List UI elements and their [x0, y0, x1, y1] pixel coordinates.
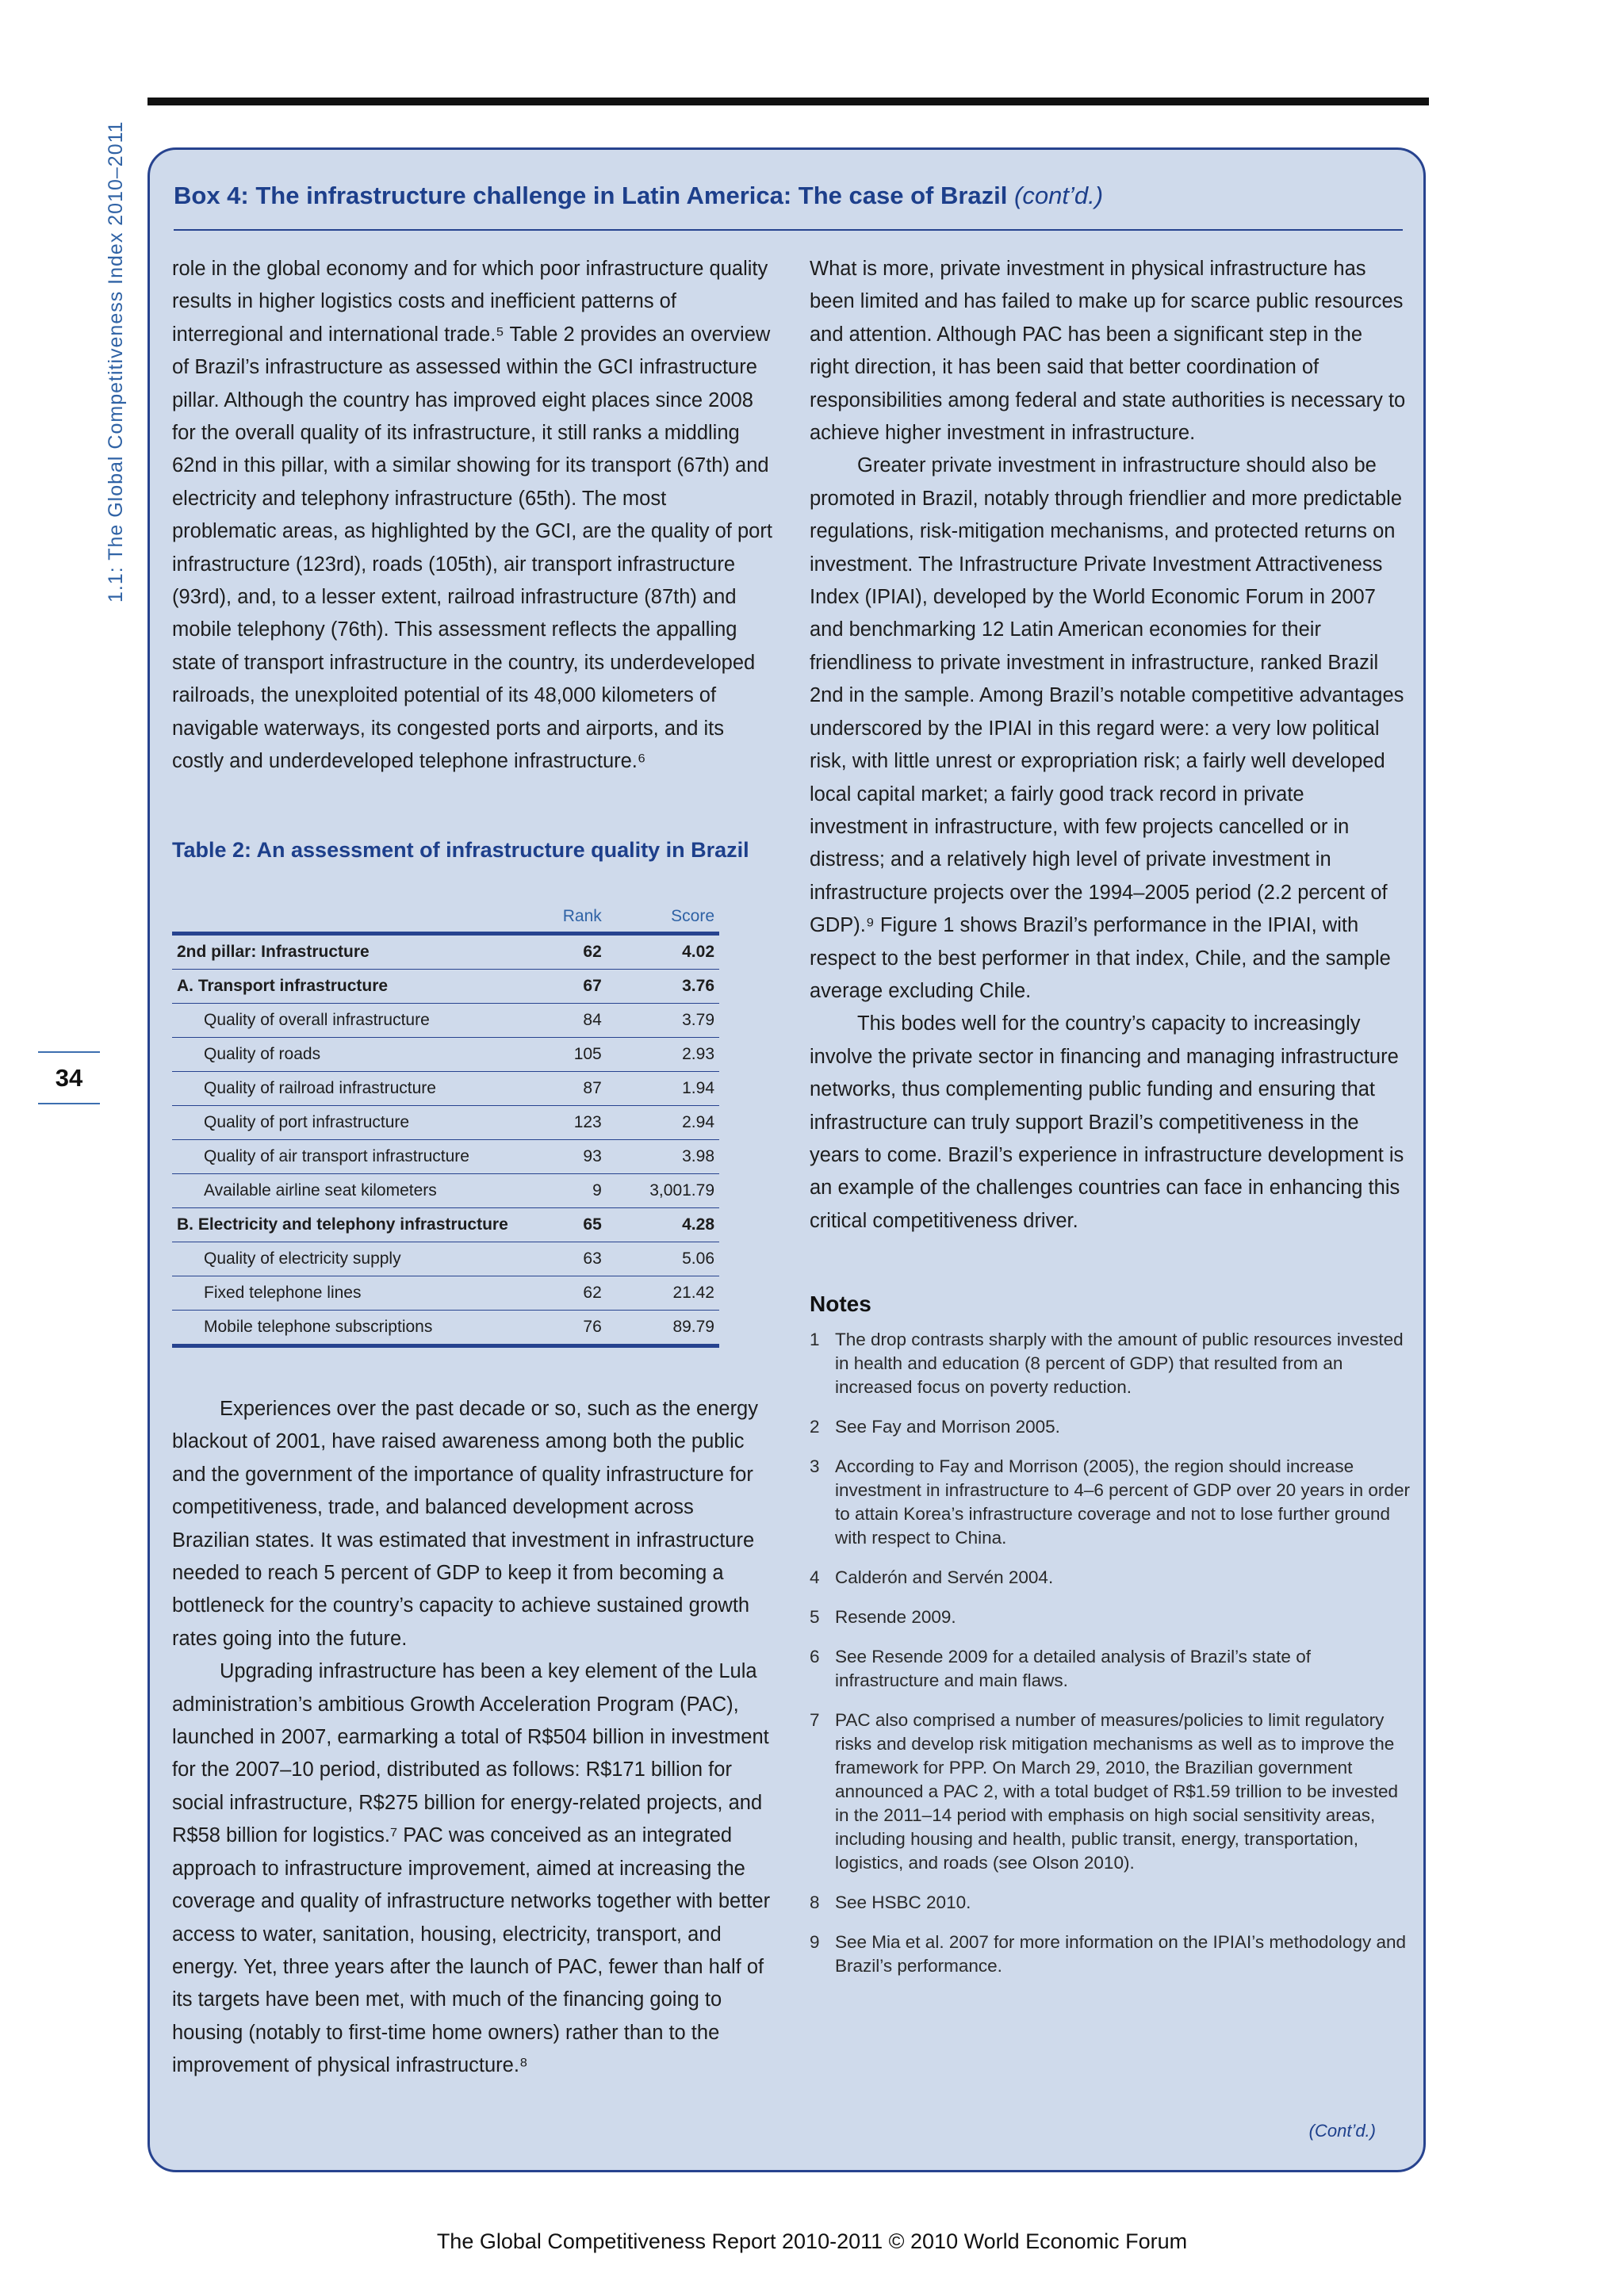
note-number: 9	[810, 1932, 820, 1952]
note-item	[810, 1328, 1411, 1399]
continued-note: (Cont’d.)	[1308, 2121, 1376, 2141]
note-item	[810, 1931, 1411, 1978]
page-number-block	[38, 1051, 100, 1104]
note-text: See HSBC 2010.	[835, 1892, 971, 1912]
row-rank: 105	[521, 1038, 606, 1072]
left-paragraph-3: Upgrading infrastructure has been a key element of the Lula administration’s ambitious Growth Acceleration Program (PAC), launched in 2007, earmarking a total of R$504 billion in investment for the 2007–10 period, distributed as follows: R$171 billion for social infrastructure, R$275 billion for energy-related projects, and R$58 billion for logistics.⁷ PAC was conceived as an integrated approach to infrastructure improvement, aimed at increasing the coverage and quality of infrastructure networks together with better access to water, sanitation, housing, electricity, transport, and energy. Yet, three years after the launch of PAC, fewer than half of its targets have been met, with much of the financing going to housing (notably to first-time home owners) rather than to the improvement of physical infrastructure.⁸	[172, 1660, 771, 2077]
note-item	[810, 1645, 1411, 1693]
left-column-bottom	[172, 1393, 773, 2083]
row-rank: 87	[521, 1072, 606, 1106]
row-label: Quality of electricity supply	[172, 1242, 521, 1276]
right-column	[810, 253, 1406, 1238]
note-text: See Resende 2009 for a detailed analysis of Brazil’s state of infrastructure and main flaws.	[835, 1647, 1311, 1690]
note-item	[810, 1566, 1411, 1590]
note-text: See Mia et al. 2007 for more information on the IPIAI’s methodology and Brazil’s performance.	[835, 1932, 1406, 1976]
row-label: Quality of port infrastructure	[172, 1106, 521, 1140]
note-number: 1	[810, 1330, 820, 1349]
note-text: The drop contrasts sharply with the amount of public resources invested in health and education (8 percent of GDP) that resulted from an increased focus on poverty reduction.	[835, 1330, 1404, 1397]
note-item	[810, 1605, 1411, 1629]
note-number: 7	[810, 1710, 820, 1730]
note-text: Calderón and Servén 2004.	[835, 1567, 1054, 1587]
note-number: 2	[810, 1417, 820, 1437]
row-rank: 93	[521, 1140, 606, 1174]
row-label: Available airline seat kilometers	[172, 1174, 521, 1208]
page-number-rule-bottom	[38, 1103, 100, 1104]
row-score: 3.98	[607, 1140, 719, 1174]
table-row	[172, 1072, 719, 1106]
table-row	[172, 1311, 719, 1346]
row-score: 89.79	[607, 1311, 719, 1346]
table-title: Table 2: An assessment of infrastructure quality in Brazil	[172, 838, 749, 862]
row-score: 3.79	[607, 1004, 719, 1038]
table-row	[172, 1276, 719, 1311]
note-item	[810, 1709, 1411, 1875]
title-rule	[174, 229, 1403, 231]
note-number: 6	[810, 1647, 820, 1667]
row-rank: 63	[521, 1242, 606, 1276]
box-title	[174, 182, 1403, 210]
row-label: A. Transport infrastructure	[172, 970, 521, 1004]
right-paragraph-3: This bodes well for the country’s capacity to increasingly involve the private sector in financing and managing infrastructure networks, thus complementing public funding and ensuring that infrastructure can truly support Brazil’s competitiveness in the years to come. Brazil’s experience in infrastructure development is an example of the challenges countries can face in enhancing this critical competitiveness driver.	[810, 1012, 1404, 1232]
note-text: See Fay and Morrison 2005.	[835, 1417, 1060, 1437]
row-score: 5.06	[607, 1242, 719, 1276]
row-score: 4.28	[607, 1208, 719, 1242]
row-rank: 62	[521, 934, 606, 970]
col-rank-header: Rank	[521, 901, 606, 934]
row-score: 1.94	[607, 1072, 719, 1106]
table-row	[172, 1038, 719, 1072]
table-row	[172, 1242, 719, 1276]
infrastructure-table	[172, 901, 719, 1348]
col-score-header: Score	[607, 901, 719, 934]
note-number: 3	[810, 1456, 820, 1476]
note-text: PAC also comprised a number of measures/policies to limit regulatory risks and develop risk mitigation mechanisms as well as to improve the framework for PPP. On March 29, 2010, the Brazilian government announced a PAC 2, with a total budget of R$1.59 trillion to be invested in the 2011–14 period with emphasis on high social sensitivity areas, including housing and health, public transit, energy, transportation, logistics, and roads (see Olson 2010).	[835, 1710, 1399, 1873]
table-row	[172, 970, 719, 1004]
box-title-contd: (cont’d.)	[1014, 182, 1104, 209]
note-number: 5	[810, 1607, 820, 1627]
row-rank: 67	[521, 970, 606, 1004]
row-score: 2.94	[607, 1106, 719, 1140]
page-number: 34	[55, 1064, 83, 1092]
row-label: Quality of roads	[172, 1038, 521, 1072]
row-rank: 84	[521, 1004, 606, 1038]
note-item	[810, 1455, 1411, 1550]
note-text: Resende 2009.	[835, 1607, 956, 1627]
row-score: 3.76	[607, 970, 719, 1004]
notes-heading: Notes	[810, 1292, 871, 1316]
row-label: B. Electricity and telephony infrastructure	[172, 1208, 521, 1242]
notes-list	[810, 1328, 1411, 1994]
left-paragraph-1: role in the global economy and for which poor infrastructure quality results in higher logistics costs and inefficient patterns of interregional and international trade.⁵ Table 2 provides an overview of Brazil’s infrastructure as assessed within the GCI infrastructure pillar. Although the country has improved eight places since 2008 for the overall quality of its infrastructure, it still ranks a middling 62nd in this pillar, with a similar showing for its transport (67th) and electricity and telephony infrastructure (65th). The most problematic areas, as highlighted by the GCI, are the quality of port infrastructure (123rd), roads (105th), air transport infrastructure (93rd), and, to a lesser extent, railroad infrastructure (87th) and mobile telephony (76th). This assessment reflects the appalling state of transport infrastructure in the country, its underdeveloped railroads, the unexploited potential of its 48,000 kilometers of navigable waterways, its congested ports and airports, and its costly and underdeveloped telephone infrastructure.⁶	[172, 258, 772, 773]
page-footer: The Global Competitiveness Report 2010-2011 © 2010 World Economic Forum	[436, 2229, 1188, 2253]
row-rank: 65	[521, 1208, 606, 1242]
table-row	[172, 1208, 719, 1242]
note-item	[810, 1415, 1411, 1439]
table-row	[172, 1106, 719, 1140]
row-score: 4.02	[607, 934, 719, 970]
right-paragraph-2: Greater private investment in infrastructure should also be promoted in Brazil, notably through friendlier and more predictable regulations, risk-mitigation mechanisms, and protected returns on investment. The Infrastructure Private Investment Attractiveness Index (IPIAI), developed by the World Economic Forum in 2007 and benchmarking 12 Latin American economies for their friendliness to private investment in infrastructure, ranked Brazil 2nd in the sample. Among Brazil’s notable competitive advantages underscored by the IPIAI in this regard were: a very low political risk, with little unrest or expropriation risk; a fairly well developed local capital market; a fairly good track record in private investment in infrastructure, with few projects cancelled or in distress; and a relatively high level of private investment in infrastructure projects over the 1994–2005 period (2.2 percent of GDP).⁹ Figure 1 shows Brazil’s performance in the IPIAI, with respect to the best performer in that index, Chile, and the sample average excluding Chile.	[810, 454, 1404, 1002]
row-label: Quality of railroad infrastructure	[172, 1072, 521, 1106]
row-score: 21.42	[607, 1276, 719, 1311]
left-paragraph-2: Experiences over the past decade or so, such as the energy blackout of 2001, have raised awareness among both the public and the government of the importance of quality infrastructure for competitiveness, trade, and balanced development across Brazilian states. It was estimated that investment in infrastructure needed to reach 5 percent of GDP to keep it from becoming a bottleneck for the country’s capacity to achieve sustained growth rates going into the future.	[172, 1398, 758, 1650]
left-column-top	[172, 253, 773, 779]
row-rank: 76	[521, 1311, 606, 1346]
top-rule	[147, 98, 1429, 105]
row-rank: 9	[521, 1174, 606, 1208]
row-score: 3,001.79	[607, 1174, 719, 1208]
row-rank: 62	[521, 1276, 606, 1311]
row-label: Quality of overall infrastructure	[172, 1004, 521, 1038]
row-score: 2.93	[607, 1038, 719, 1072]
note-number: 8	[810, 1892, 820, 1912]
row-label: Quality of air transport infrastructure	[172, 1140, 521, 1174]
table-row	[172, 1140, 719, 1174]
table-row	[172, 1004, 719, 1038]
box-title-text: Box 4: The infrastructure challenge in Latin America: The case of Brazil	[174, 182, 1008, 209]
table-row	[172, 1174, 719, 1208]
page-number-rule-top	[38, 1051, 100, 1053]
row-label: 2nd pillar: Infrastructure	[172, 934, 521, 970]
table-row	[172, 934, 719, 970]
note-number: 4	[810, 1567, 820, 1587]
right-paragraph-1: What is more, private investment in physical infrastructure has been limited and has failed to make up for scarce public resources and attention. Although PAC has been a significant step in the right direction, it has been said that better coordination of responsibilities among federal and state authorities is necessary to achieve higher investment in infrastructure.	[810, 258, 1406, 445]
running-head: 1.1: The Global Competitiveness Index 2010–2011	[105, 121, 127, 603]
row-label: Fixed telephone lines	[172, 1276, 521, 1311]
row-rank: 123	[521, 1106, 606, 1140]
row-label: Mobile telephone subscriptions	[172, 1311, 521, 1346]
table-header-row	[172, 901, 719, 934]
note-item	[810, 1891, 1411, 1915]
note-text: According to Fay and Morrison (2005), the region should increase investment in infrastructure to 4–6 percent of GDP over 20 years in order to attain Korea’s infrastructure coverage and not to lose further ground with respect to China.	[835, 1456, 1410, 1548]
box-panel	[147, 147, 1426, 2172]
